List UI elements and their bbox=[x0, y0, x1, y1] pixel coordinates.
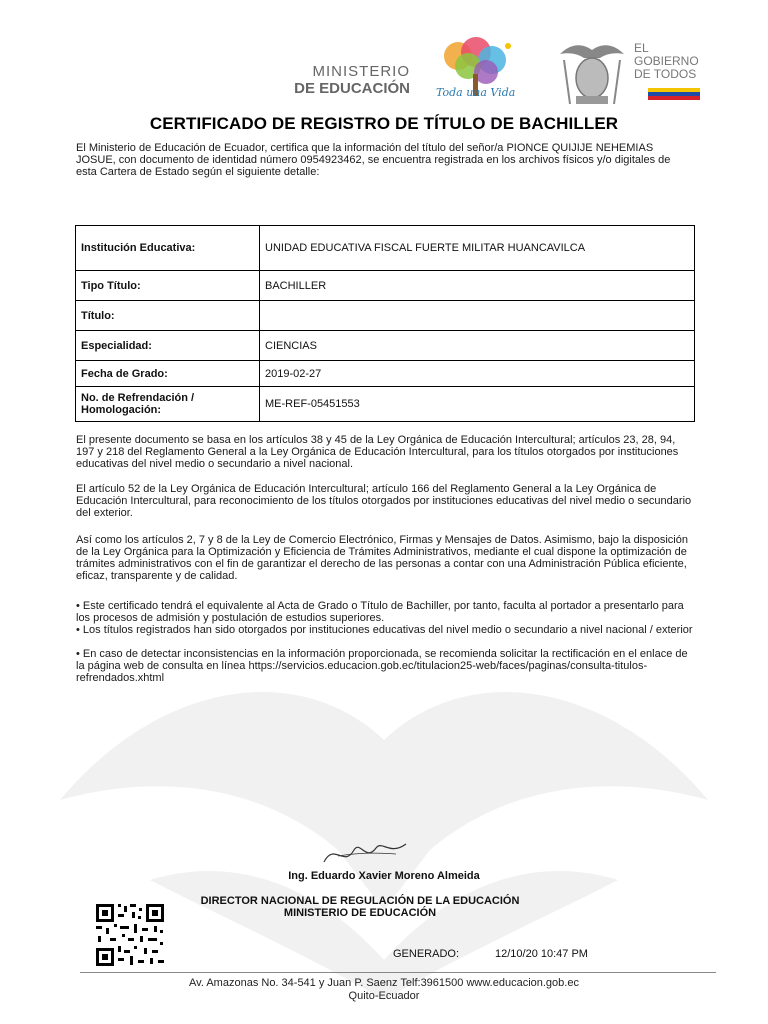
endorsement-label-line1: No. de Refrendación / bbox=[81, 392, 195, 404]
title-type-value: BACHILLER bbox=[260, 271, 695, 301]
footer-line1: Av. Amazonas No. 34-541 y Juan P. Saenz Telf:3961500 www.educacion.gob.ec bbox=[189, 977, 579, 989]
endorsement-value: ME-REF-05451553 bbox=[260, 387, 695, 422]
qr-code-icon bbox=[94, 902, 166, 968]
director-line2: MINISTERIO DE EDUCACIÓN bbox=[283, 907, 437, 919]
title-value bbox=[260, 301, 695, 331]
gobierno-de-todos-logo bbox=[634, 42, 708, 114]
toda-una-vida-text: Toda una Vida bbox=[436, 86, 516, 99]
gobierno-line3: DE TODOS bbox=[634, 67, 697, 81]
ministerio-educacion-logo bbox=[270, 64, 410, 102]
bullet-item: • En caso de detectar inconsistencias en la información proporcionada, se recomienda solicitar la rectificación en el enlace de la página web de consulta en línea https://servicios.educacion.gob.ec/titulacion25-web/faces/paginas/consulta-titulos-refrendados.xhtml bbox=[76, 648, 688, 684]
title-type-label: Tipo Título: bbox=[76, 271, 260, 301]
details-table bbox=[75, 225, 695, 422]
table-row bbox=[76, 387, 695, 422]
title-label: Título: bbox=[76, 301, 260, 331]
toda-una-vida-logo bbox=[428, 36, 520, 108]
signer-name: Ing. Eduardo Xavier Moreno Almeida bbox=[288, 870, 480, 882]
director-title bbox=[180, 895, 540, 919]
intro-paragraph: El Ministerio de Educación de Ecuador, certifica que la información del título del señor/a PIONCE QUIJIJE NEHEMIAS JOSUE, con documento de identidad número 0954923462, se encuentra registrada en los archivos físicos y/o digitales de esta Cartera de Estado según el siguiente detalle: bbox=[76, 142, 671, 178]
institution-value: UNIDAD EDUCATIVA FISCAL FUERTE MILITAR HUANCAVILCA bbox=[260, 226, 695, 271]
endorsement-label bbox=[76, 387, 260, 422]
table-row bbox=[76, 331, 695, 361]
legal-paragraph-3: Así como los artículos 2, 7 y 8 de la Ley de Comercio Electrónico, Firmas y Mensajes de Datos. Asimismo, bajo la disposición de la Ley Orgánica para la Optimización y Eficiencia de Trámites Administrativos, mediante el cual dispone la optimización de trámites administrativos con el fin de garantizar el derecho de las personas a contar con una Administración Pública eficiente, eficaz, transparente y de calidad. bbox=[76, 534, 688, 582]
graduation-date-label: Fecha de Grado: bbox=[76, 361, 260, 387]
table-row bbox=[76, 226, 695, 271]
bullet-item: • Los títulos registrados han sido otorgados por instituciones educativas del nivel medio o secundario a nivel nacional / exterior bbox=[76, 624, 693, 636]
legal-paragraph-1: El presente documento se basa en los artículos 38 y 45 de la Ley Orgánica de Educación Intercultural; artículos 23, 28, 94, 197 y 218 del Reglamento General a la Ley Orgánica de Educación Intercultural, para los títulos otorgados por instituciones educativas del nivel medio o secundario a nivel nacional. bbox=[76, 434, 679, 470]
generated-timestamp: 12/10/20 10:47 PM bbox=[495, 948, 588, 960]
gobierno-line1: EL bbox=[634, 41, 649, 55]
footer-line2: Quito-Ecuador bbox=[348, 990, 420, 1002]
endorsement-label-line2: Homologación: bbox=[81, 404, 162, 416]
specialty-value: CIENCIAS bbox=[260, 331, 695, 361]
coat-of-arms-logo bbox=[556, 36, 628, 112]
bullet-item: • Este certificado tendrá el equivalente al Acta de Grado o Título de Bachiller, por tanto, faculta al portador a presentarlo para los procesos de admisión y postulación de estudios superiores. bbox=[76, 600, 684, 624]
ministerio-logo-line2: DE EDUCACIÓN bbox=[294, 80, 410, 97]
gobierno-line2: GOBIERNO bbox=[634, 54, 699, 68]
table-row bbox=[76, 271, 695, 301]
table-row bbox=[76, 301, 695, 331]
signature-scribble bbox=[320, 832, 410, 872]
footer-address bbox=[0, 977, 768, 1003]
legal-paragraph-2: El artículo 52 de la Ley Orgánica de Educación Intercultural; artículo 166 del Reglamento General a la Ley Orgánica de Educación Intercultural, para reconocimiento de los títulos otorgados por instituciones educativas del nivel medio o secundario del exterior. bbox=[76, 483, 692, 519]
certificate-title: CERTIFICADO DE REGISTRO DE TÍTULO DE BACHILLER bbox=[149, 114, 619, 133]
generated-label: GENERADO: bbox=[393, 948, 460, 960]
footer-divider bbox=[80, 972, 716, 973]
flag-stripe-red bbox=[648, 96, 700, 100]
specialty-label: Especialidad: bbox=[76, 331, 260, 361]
table-row bbox=[76, 361, 695, 387]
escudo-icon bbox=[556, 36, 628, 112]
director-line1: DIRECTOR NACIONAL DE REGULACIÓN DE LA EDUCACIÓN bbox=[200, 895, 520, 907]
graduation-date-value: 2019-02-27 bbox=[260, 361, 695, 387]
institution-label: Institución Educativa: bbox=[76, 226, 260, 271]
ministerio-logo-line1: MINISTERIO bbox=[312, 63, 410, 80]
